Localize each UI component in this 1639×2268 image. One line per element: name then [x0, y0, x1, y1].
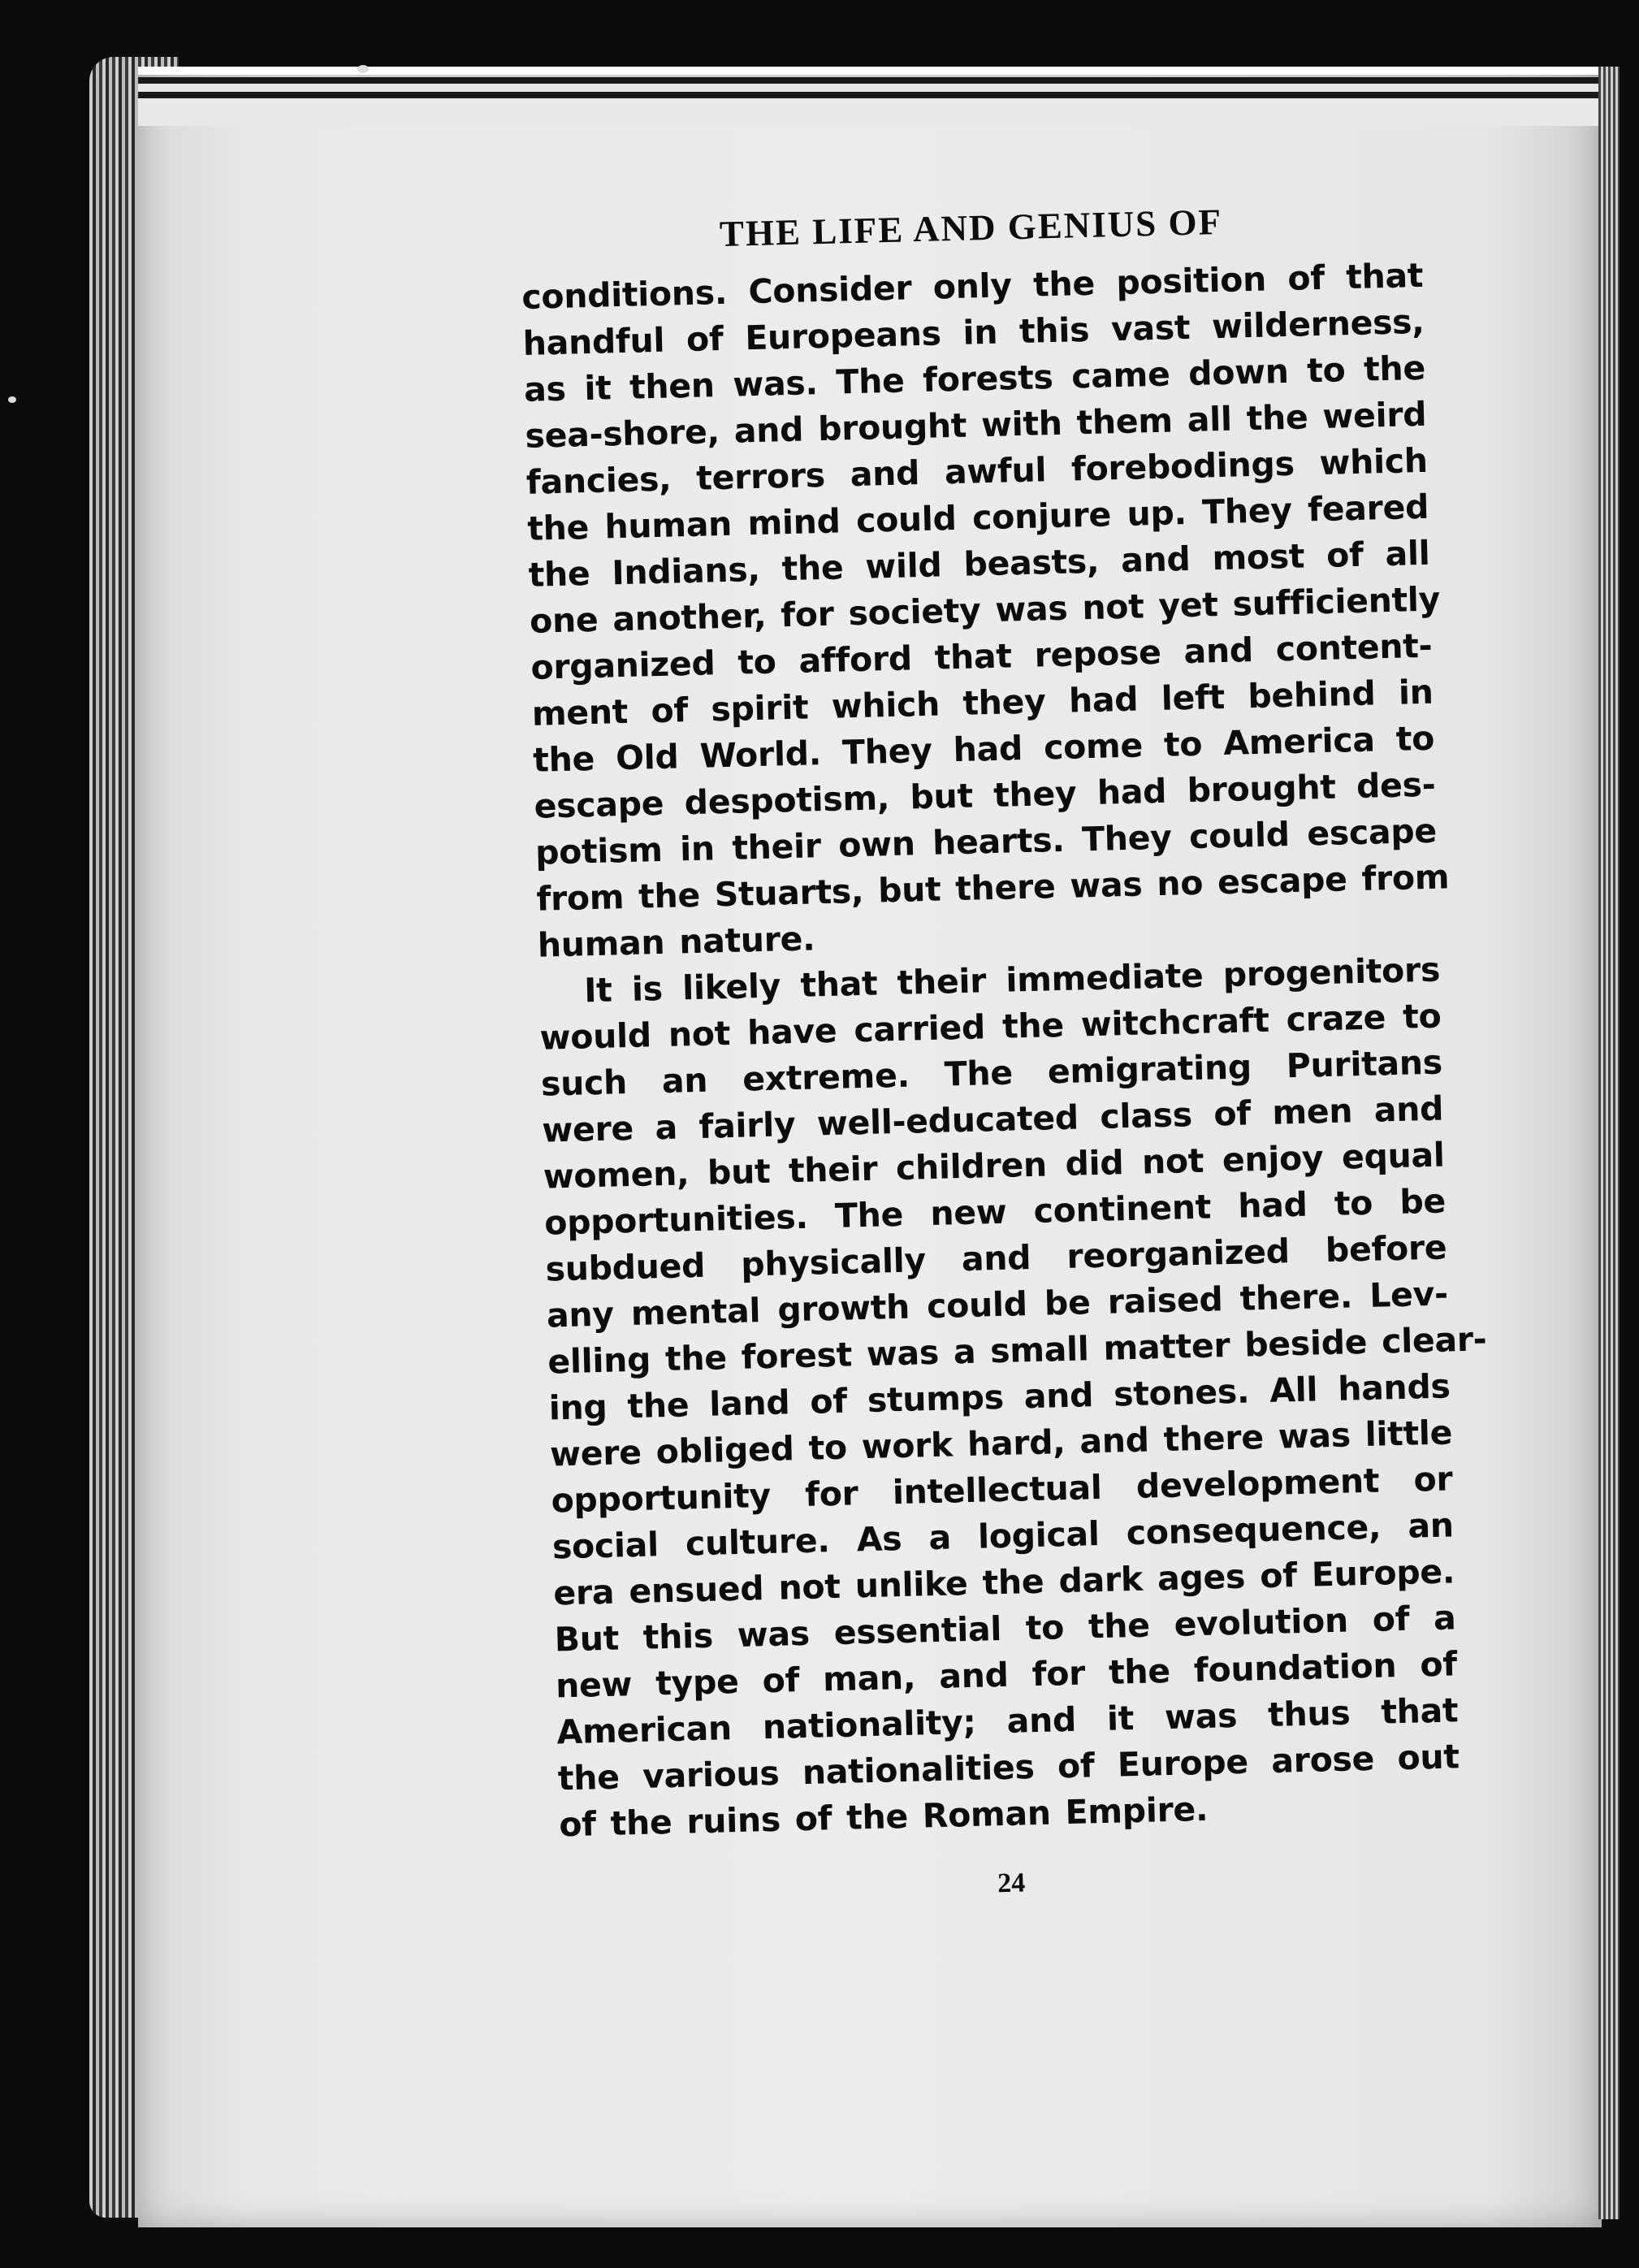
text-line: ing the land of stumps and stones. All hands — [548, 1366, 1451, 1428]
text-line: elling the forest was a small matter beside clear- — [547, 1319, 1487, 1382]
scan-speck — [357, 65, 369, 73]
text-line: American nationality; and it was thus that — [556, 1690, 1459, 1752]
text-line: era ensued not unlike the dark ages of Europe. — [552, 1552, 1455, 1613]
text-line: organized to afford that repose and content- — [530, 625, 1433, 687]
text-line: such an extreme. The emigrating Puritans — [540, 1042, 1443, 1104]
text-line: sea-shore, and brought with them all the weird — [524, 394, 1427, 456]
page-top-edge — [138, 77, 1602, 126]
scan-speck — [8, 396, 16, 403]
text-line: of the ruins of the Roman Empire. — [558, 1789, 1209, 1845]
text-line: opportunity for intellectual development or — [551, 1459, 1453, 1521]
text-line: It is likely that their immediate progenitors — [583, 950, 1441, 1011]
text-line: would not have carried the witchcraft craze to — [539, 996, 1442, 1058]
text-line: handful of Europeans in this vast wilderness, — [522, 301, 1425, 363]
text-line: fancies, terrors and awful forebodings which — [525, 440, 1429, 502]
text-line: any mental growth could be raised there. Lev- — [546, 1274, 1449, 1335]
text-line: as it then was. The forests came down to the — [523, 348, 1426, 409]
text-line: social culture. As a logical consequence, an — [551, 1505, 1455, 1567]
paragraph-2 — [538, 947, 1487, 1849]
text-line: from the Stuarts, but there was no escape from — [535, 857, 1450, 919]
text-line: the various nationalities of Europe arose out — [557, 1737, 1460, 1798]
text-line: were obliged to work hard, and there was little — [549, 1413, 1453, 1474]
text-line: the Old World. They had come to America to — [532, 718, 1435, 780]
text-line: ment of spirit which they had left behind in — [531, 672, 1434, 734]
text-line: escape despotism, but they had brought des- — [534, 764, 1436, 826]
text-line: the human mind could conjure up. They feared — [526, 487, 1429, 548]
text-line: potism in their own hearts. They could escape — [534, 811, 1438, 872]
page-number: 24 — [997, 1868, 1026, 1899]
running-head: THE LIFE AND GENIUS OF — [719, 201, 1223, 254]
text-line: one another, for society was not yet sufficiently — [529, 579, 1441, 641]
page-right-edge — [1598, 67, 1620, 2219]
text-line: human nature. — [537, 919, 815, 965]
text-line: opportunities. The new continent had to be — [543, 1181, 1447, 1243]
text-line: women, but their children did not enjoy equal — [543, 1135, 1446, 1197]
text-line: subdued physically and reorganized before — [545, 1227, 1447, 1289]
page-text-block — [520, 196, 1487, 1910]
text-line: conditions. Consider only the position of that — [521, 255, 1424, 317]
text-line: the Indians, the wild beasts, and most of all — [528, 533, 1431, 595]
paragraph-1 — [521, 253, 1450, 969]
text-line: were a fairly well-educated class of men and — [541, 1089, 1444, 1150]
text-line: new type of man, and for the foundation of — [555, 1644, 1458, 1706]
text-line: But this was essential to the evolution of a — [554, 1598, 1457, 1660]
